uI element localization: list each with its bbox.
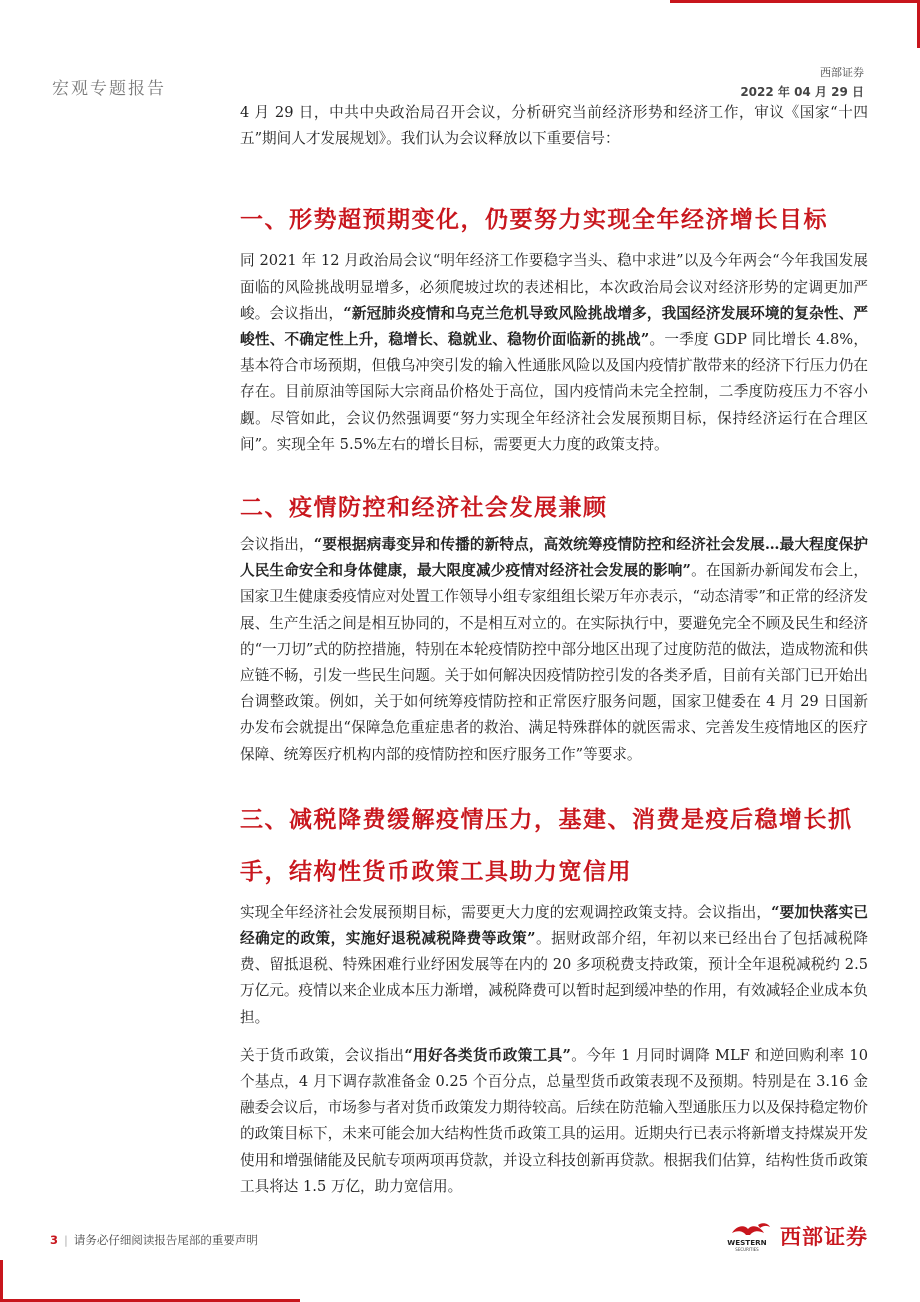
body-text: 。今年 1 月同时调降 MLF 和逆回购利率 10 个基点，4 月下调存款准备金 0.25 个百分点，总量型货币政策表现不及预期。特别是在 3.16 金融委会议后，市场参与者对货币政策发力期待较高。后续在防范输入型通胀压力以及保持稳定物价的政策目标下，未来可能会加大结构性货币政策工具的运用。近期央行已表示将新增支持煤炭开发使用和增强储能及民航专项两项再贷款，并设立科技创新再贷款。根据我们估算，结构性货币政策工具将达 1.5 万亿，助力宽信用。 bbox=[240, 1046, 868, 1195]
header-company: 西部证券 bbox=[820, 66, 864, 79]
header-date: 2022 年 04 月 29 日 bbox=[740, 85, 864, 99]
header-meta bbox=[740, 64, 864, 100]
section-1-heading: 一、形势超预期变化，仍要努力实现全年经济增长目标 bbox=[240, 207, 828, 234]
emphasis-text: “新冠肺炎疫情和乌克兰危机导致风险挑战增多，我国经济发展环境的复杂性、严峻性、不确定性上升，稳增长、稳就业、稳物价面临新的挑战” bbox=[240, 304, 868, 349]
body-text: 。在国新办新闻发布会上，国家卫生健康委疫情应对处置工作领导小组专家组组长梁万年亦表示，“动态清零”和正常的经济发展、生产生活之间是相互协同的，不是相互对立的。在实际执行中，要避免完全不顾及民生和经济的“一刀切”式的防控措施，特别在本轮疫情防控中部分地区出现了过度防范的做法，造成物流和供应链不畅，引发一些民生问题。关于如何解决因疫情防控引发的各类矛盾，目前有关部门已开始出台调整政策。例如，关于如何统筹疫情防控和正常医疗服务问题，国家卫健委在 4 月 29 日国新办发布会就提出“保障急危重症患者的救治、满足特殊群体的就医需求、完善发生疫情地区的医疗保障、统筹医疗机构内部的疫情防控和医疗服务工作”等要求。 bbox=[240, 562, 868, 763]
emphasis-text: “用好各类货币政策工具” bbox=[404, 1046, 571, 1064]
section-2-heading: 二、疫情防控和经济社会发展兼顾 bbox=[240, 495, 608, 522]
section-2-paragraph bbox=[240, 532, 868, 768]
body-text: 会议指出， bbox=[240, 536, 314, 554]
report-body bbox=[240, 100, 868, 1200]
section-3-paragraph-2 bbox=[240, 1043, 868, 1200]
intro-paragraph bbox=[240, 100, 868, 152]
emphasis-text: “要根据病毒变异和传播的新特点，高效统筹疫情防控和经济社会发展…最大程度保护人民生命安全和身体健康，最大限度减少疫情对经济社会发展的影响” bbox=[240, 536, 868, 580]
western-bull-icon bbox=[718, 1220, 776, 1252]
body-text: 同 2021 年 12 月政治局会议“明年经济工作要稳字当头、稳中求进”以及今年两会“今年我国发展面临的风险挑战明显增多，必须爬坡过坎的表述相比，本次政治局会议对经济形势的定调更加严峻。会议指出， bbox=[240, 252, 868, 322]
section-3-heading: 三、减税降费缓解疫情压力，基建、消费是疫后稳增长抓手，结构性货币政策工具助力宽信用 bbox=[240, 806, 853, 885]
footer-disclaimer: 请务必仔细阅读报告尾部的重要声明 bbox=[73, 1233, 258, 1247]
bottom-left-corner-decoration bbox=[0, 1260, 300, 1302]
company-logo bbox=[718, 1220, 868, 1252]
body-text: 。据财政部介绍，年初以来已经出台了包括减税降费、留抵退税、特殊困难行业纾困发展等在内的 20 多项税费支持政策，预计全年退税减税约 2.5 万亿元。疫情以来企业成本压力渐增，减税降费可以暂时起到缓冲垫的作用，有效减轻企业成本负担。 bbox=[240, 930, 868, 1026]
page-number: 3 bbox=[50, 1233, 59, 1247]
page-footer: 3 | 请务必仔细阅读报告尾部的重要声明 bbox=[50, 1233, 258, 1247]
body-text: 。一季度 GDP 同比增长 4.8%，基本符合市场预期，但俄乌冲突引发的输入性通胀风险以及国内疫情扩散带来的经济下行压力仍在存在。目前原油等国际大宗商品价格处于高位，国内疫情尚未完全控制，二季度防疫压力不容小觑。尽管如此，会议仍然强调要“努力实现全年经济社会发展预期目标，保持经济运行在合理区间”。实现全年 5.5%左右的增长目标，需要更大力度的政策支持。 bbox=[240, 331, 868, 453]
body-text: 4 月 29 日，中共中央政治局召开会议，分析研究当前经济形势和经济工作，审议《国家“十四五”期间人才发展规划》。我们认为会议释放以下重要信号： bbox=[240, 104, 868, 148]
section-1-paragraph bbox=[240, 248, 868, 458]
top-right-corner-decoration bbox=[670, 0, 920, 48]
logo-mark-text: WESTERN bbox=[727, 1238, 767, 1247]
doc-type-label: 宏观专题报告 bbox=[52, 79, 166, 99]
emphasis-text: “要加快落实已经确定的政策，实施好退税减税降费等政策” bbox=[240, 903, 868, 948]
section-3-paragraph-1 bbox=[240, 900, 868, 1031]
logo-company-name: 西部证券 bbox=[780, 1225, 868, 1249]
logo-mark-subtext: SECURITIES bbox=[735, 1247, 759, 1252]
body-text: 实现全年经济社会发展预期目标，需要更大力度的宏观调控政策支持。会议指出， bbox=[240, 903, 772, 921]
body-text: 关于货币政策，会议指出 bbox=[240, 1046, 405, 1064]
